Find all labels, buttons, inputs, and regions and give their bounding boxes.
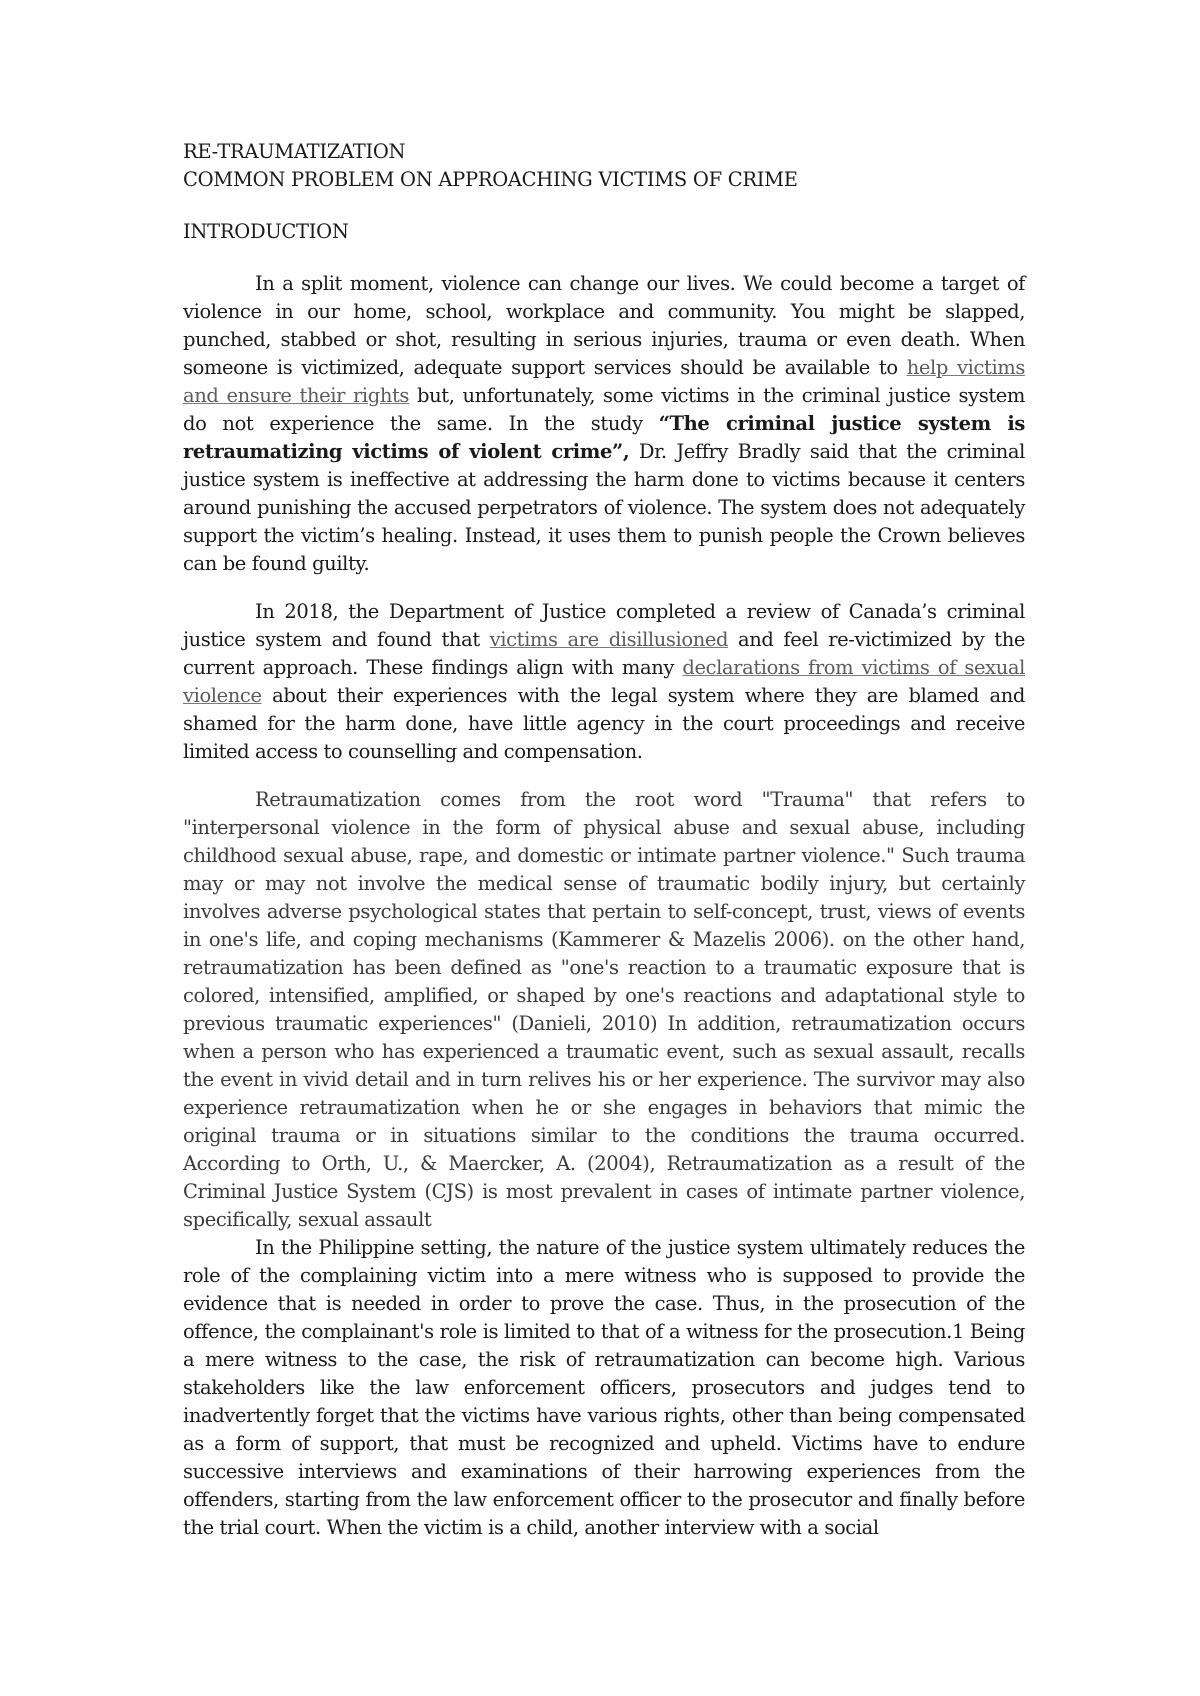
paragraph-3: Retraumatization comes from the root word "Trauma" that refers to "interpersonal violence in the form of physical abuse and sexual abuse, including childhood sexual abuse, rape, and domestic or intimate partner violence." Such trauma may or may not involve the medical sense of traumatic bodily injury, but certainly involves adverse psychological states that pertain to self-concept, trust, views of events in one's life, and coping mechanisms (Kammerer & Mazelis 2006). on the other hand, retraumatization has been defined as "one's reaction to a traumatic exposure that is colored, intensified, amplified, or shaped by one's reactions and adaptational style to previous traumatic experiences" (Danieli, 2010) In addition, retraumatization occurs when a person who has experienced a traumatic event, such as sexual assault, recalls the event in vivid detail and in turn relives his or her experience. The survivor may also experience retraumatization when he or she engages in behaviors that mimic the original trauma or in situations similar to the conditions the trauma occurred. According to Orth, U., & Maercker, A. (2004), Retraumatization as a result of the Criminal Justice System (CJS) is most prevalent in cases of intimate partner violence, specifically, sexual assault [183,788,1025,1231]
paragraph-2-text-a: In 2018, the Department of Justice completed a review of Canada’s criminal justice system and found that [183,600,1025,651]
link-declarations-sexual-violence[interactable]: declarations from victims of sexual violence [183,656,1025,707]
paragraph-2 [183,598,1025,766]
link-victims-disillusioned[interactable]: victims are disillusioned [489,628,729,651]
paragraph-4: In the Philippine setting, the nature of the justice system ultimately reduces the role of the complaining victim into a mere witness who is supposed to provide the evidence that is needed in order to prove the case. Thus, in the prosecution of the offence, the complainant's role is limited to that of a witness for the prosecution.1 Being a mere witness to the case, the risk of retraumatization can become high. Various stakeholders like the law enforcement officers, prosecutors and judges tend to inadvertently forget that the victims have various rights, other than being compensated as a form of support, that must be recognized and upheld. Victims have to endure successive interviews and examinations of their harrowing experiences from the offenders, starting from the law enforcement officer to the prosecutor and finally before the trial court. When the victim is a child, another interview with a social [183,1236,1025,1539]
document-subtitle: COMMON PROBLEM ON APPROACHING VICTIMS OF CRIME [183,168,798,191]
paragraph-1-text-b: but, unfortunately, some victims in the criminal justice system do not experience the same. In the study [183,384,1025,435]
spacer [183,246,1025,270]
link-help-victims[interactable]: help victims and ensure their rights [183,356,1025,407]
study-title: “The criminal justice system is retraumatizing victims of violent crime”, [183,412,1025,463]
document-body [183,138,1025,1542]
paragraph-1-text-a: In a split moment, violence can change our lives. We could become a target of violence in our home, school, workplace and community. You might be slapped, punched, stabbed or shot, resulting in serious injuries, trauma or even death. When someone is victimized, adequate support services should be available to [183,272,1025,379]
section-heading-introduction: INTRODUCTION [183,220,349,243]
spacer [183,194,1025,218]
paragraph-1 [183,270,1025,578]
document-title: RE-TRAUMATIZATION [183,140,406,163]
paragraph-2-text-b: and feel re-victimized by the current approach. These findings align with many [183,628,1025,679]
paragraph-2-text-c: about their experiences with the legal system where they are blamed and shamed for the harm done, have little agency in the court proceedings and receive limited access to counselling and compensation. [183,684,1025,763]
paragraph-1-text-c: Dr. Jeffry Bradly said that the criminal justice system is ineffective at addressing the harm done to victims because it centers around punishing the accused perpetrators of violence. The system does not adequately support the victim’s healing. Instead, it uses them to punish people the Crown believes can be found guilty. [183,440,1025,575]
